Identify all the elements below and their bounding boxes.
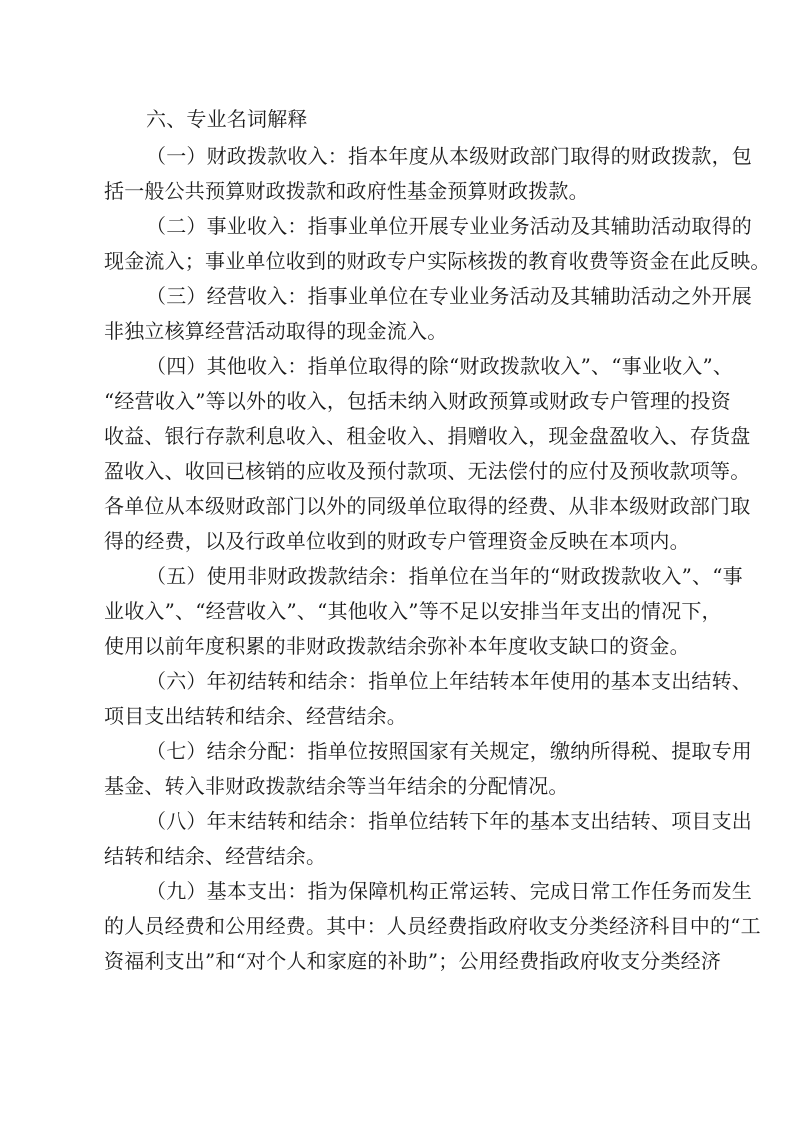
text-line: 项目支出结转和结余、经营结余。 (104, 704, 407, 728)
text-line: （八）年末结转和结余：指单位结转下年的基本支出结转、项目支出 (146, 809, 752, 833)
text-line: 括一般公共预算财政拨款和政府性基金预算财政拨款。 (104, 179, 589, 203)
text-line: 现金流入；事业单位收到的财政专户实际核拨的教育收费等资金在此反映。 (104, 249, 771, 273)
text-line: （二）事业收入：指事业单位开展专业业务活动及其辅助活动取得的 (146, 214, 752, 238)
text-line: 使用以前年度积累的非财政拨款结余弥补本年度收支缺口的资金。 (104, 634, 690, 658)
text-line: 业收入”、“经营收入”、“其他收入”等不足以安排当年支出的情况下， (104, 599, 722, 623)
text-line: 收益、银行存款利息收入、租金收入、捐赠收入，现金盘盈收入、存货盘 (104, 424, 751, 448)
text-line: 得的经费，以及行政单位收到的财政专户管理资金反映在本项内。 (104, 529, 690, 553)
text-line: 基金、转入非财政拨款结余等当年结余的分配情况。 (104, 774, 569, 798)
text-line: （九）基本支出：指为保障机构正常运转、完成日常工作任务而发生 (146, 879, 752, 903)
text-line: 资福利支出”和“对个人和家庭的补助”；公用经费指政府收支分类经济 (104, 949, 722, 973)
text-line: （三）经营收入：指事业单位在专业业务活动及其辅助活动之外开展 (146, 284, 752, 308)
text-line: （四）其他收入：指单位取得的除“财政拨款收入”、“事业收入”、 (146, 354, 734, 378)
text-line: 各单位从本级财政部门以外的同级单位取得的经费、从非本级财政部门取 (104, 494, 751, 518)
text-line: （七）结余分配：指单位按照国家有关规定，缴纳所得税、提取专用 (146, 739, 752, 763)
section-heading: 六、专业名词解释 (146, 107, 308, 131)
text-line: 结转和结余、经营结余。 (104, 844, 327, 868)
text-line: 非独立核算经营活动取得的现金流入。 (104, 319, 448, 343)
text-line: “经营收入”等以外的收入，包括未纳入财政预算或财政专户管理的投资 (104, 389, 731, 413)
text-line: （六）年初结转和结余：指单位上年结转本年使用的基本支出结转、 (146, 669, 752, 693)
text-line: 的人员经费和公用经费。其中：人员经费指政府收支分类经济科目中的“工 (104, 914, 761, 938)
text-line: （五）使用非财政拨款结余：指单位在当年的“财政拨款收入”、“事 (146, 564, 743, 588)
text-line: 盈收入、收回已核销的应收及预付款项、无法偿付的应付及预收款项等。 (104, 459, 751, 483)
text-line: （一）财政拨款收入：指本年度从本级财政部门取得的财政拨款，包 (146, 144, 752, 168)
